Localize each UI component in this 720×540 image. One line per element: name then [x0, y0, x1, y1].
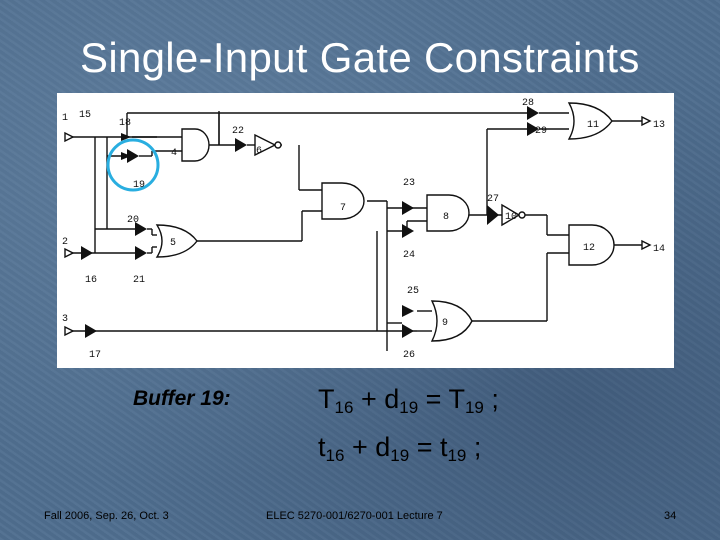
gate-5-or	[157, 225, 197, 257]
label-gate-7: 7	[340, 203, 347, 214]
gate-4-and	[182, 129, 209, 161]
footer-course: ELEC 5270-001/6270-001 Lecture 7	[266, 510, 443, 522]
eq1-T: T	[318, 384, 335, 414]
eq2-plus-d: + d	[351, 432, 391, 462]
label-gate-11: 11	[587, 120, 600, 131]
eq2-t-sub: 16	[325, 446, 345, 465]
gate-9-or	[432, 301, 472, 341]
label-buffer-20: 20	[127, 215, 140, 226]
fanout-buffers	[81, 106, 539, 338]
eq2-semicolon: ;	[473, 432, 482, 462]
equation-label: Buffer 19:	[133, 387, 231, 410]
eq2-d-sub: 19	[390, 446, 410, 465]
label-buffer-17: 17	[89, 350, 102, 361]
label-input-3: 3	[62, 314, 69, 325]
label-buffer-28: 28	[522, 98, 535, 109]
label-buffer-29: 29	[535, 126, 548, 137]
label-buffer-25: 25	[407, 286, 420, 297]
slide-title: Single-Input Gate Constraints	[80, 34, 640, 81]
eq1-T-sub: 16	[334, 398, 354, 417]
label-buffer-15: 15	[79, 110, 92, 121]
eq2-eq-sub: 19	[447, 446, 467, 465]
eq1-plus-d: + d	[360, 384, 400, 414]
eq2-t: t	[318, 432, 326, 462]
label-gate-8: 8	[443, 212, 450, 223]
footer-page-number: 34	[664, 510, 677, 522]
label-buffer-22: 22	[232, 126, 245, 137]
label-buffer-26: 26	[403, 350, 416, 361]
eq2-equals-t: = t	[416, 432, 448, 462]
label-gate-9: 9	[442, 318, 449, 329]
label-input-1: 1	[62, 113, 69, 124]
label-buffer-23: 23	[403, 178, 416, 189]
label-buffer-27: 27	[487, 194, 500, 205]
label-buffer-21: 21	[133, 275, 146, 286]
label-buffer-18: 18	[119, 118, 132, 129]
eq1-semicolon: ;	[491, 384, 499, 414]
label-input-2: 2	[62, 237, 69, 248]
label-gate-5: 5	[170, 238, 177, 249]
label-gate-6: 6	[256, 146, 263, 157]
equation-line-1	[318, 384, 499, 418]
equation-line-2	[318, 432, 481, 466]
circuit-diagram	[57, 93, 674, 368]
footer-date: Fall 2006, Sep. 26, Oct. 3	[44, 510, 169, 522]
eq1-eq-sub: 19	[464, 398, 484, 417]
label-buffer-19: 19	[133, 180, 146, 191]
label-gate-12: 12	[583, 243, 596, 254]
label-buffer-16: 16	[85, 275, 98, 286]
label-gate-4: 4	[171, 148, 178, 159]
label-output-13: 13	[653, 120, 666, 131]
eq1-d-sub: 19	[399, 398, 419, 417]
label-gate-10: 10	[505, 212, 518, 223]
label-output-14: 14	[653, 244, 666, 255]
eq1-equals-T: = T	[425, 384, 465, 414]
circuit-svg	[57, 93, 674, 368]
label-buffer-24: 24	[403, 250, 416, 261]
